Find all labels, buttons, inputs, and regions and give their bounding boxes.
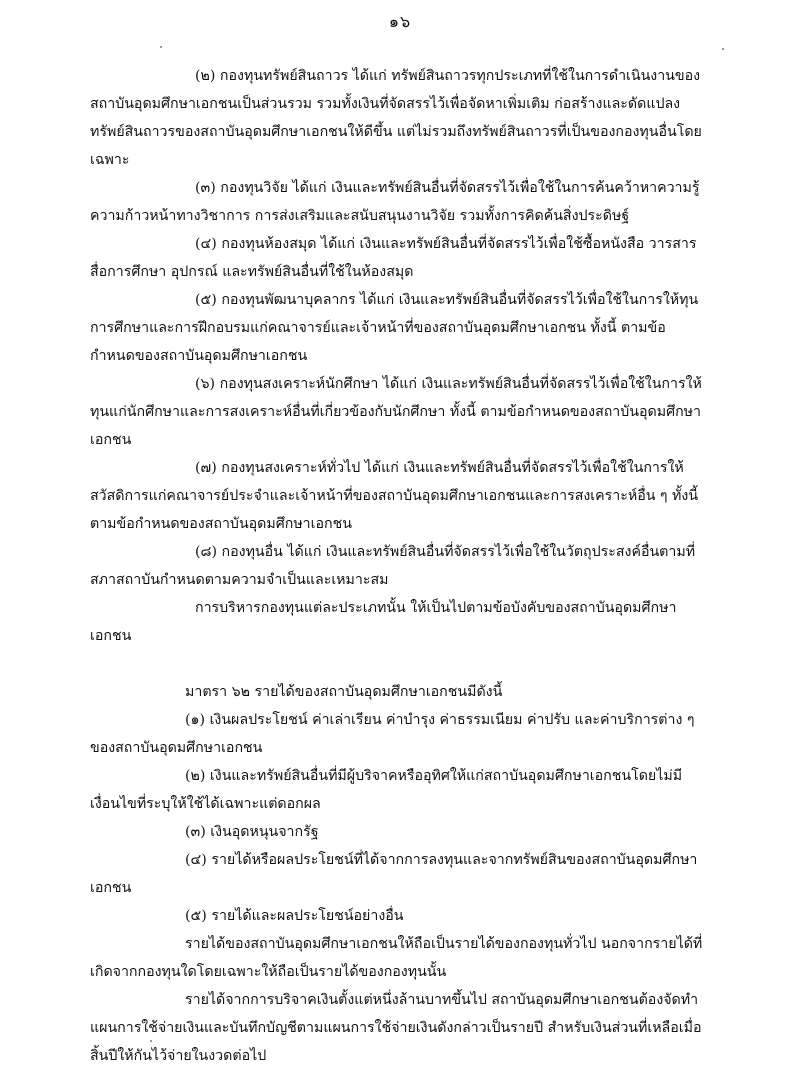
fund-paragraph-3: (๓) กองทุนวิจัย ได้แก่ เงินและทรัพย์สินอื่นที่จัดสรรไว้เพื่อใช้ในการค้นคว้าหาความรู้ความก้าวหน้าทางวิชาการ การส่งเสริมและสนับสนุนงานวิจัย รวมทั้งการคิดค้นสิ่งประดิษฐ์ — [90, 180, 700, 224]
fund-paragraph-6: (๖) กองทุนสงเคราะห์นักศึกษา ได้แก่ เงินและทรัพย์สินอื่นที่จัดสรรไว้เพื่อใช้ในการให้ทุนแก่นักศึกษาและการสงเคราะห์อื่นที่เกี่ยวข้องกับนักศึกษา ทั้งนี้ ตามข้อกำหนดของสถาบันอุดมศึกษาเอกชน — [90, 376, 702, 448]
fund-paragraph-5: (๕) กองทุนพัฒนาบุคลากร ได้แก่ เงินและทรัพย์สินอื่นที่จัดสรรไว้เพื่อใช้ในการให้ทุนการศึกษาและการฝึกอบรมแก่คณาจารย์และเจ้าหน้าที่ของสถาบันอุดมศึกษาเอกชน ทั้งนี้ ตามข้อกำหนดของสถาบันอุดมศึกษาเอกชน — [90, 292, 699, 364]
document-body — [90, 62, 705, 1070]
fund-paragraph-4: (๔) กองทุนห้องสมุด ได้แก่ เงินและทรัพย์สินอื่นที่จัดสรรไว้เพื่อใช้ซื้อหนังสือ วารสาร สื่อการศึกษา อุปกรณ์ และทรัพย์สินอื่นที่ใช้ในห้องสมุด — [90, 236, 697, 280]
income-item-5: (๕) รายได้และผลประโยชน์อย่างอื่น — [185, 908, 404, 924]
income-item-1: (๑) เงินผลประโยชน์ ค่าเล่าเรียน ค่าบำรุง ค่าธรรมเนียม ค่าปรับ และค่าบริการต่าง ๆ ของสถาบันอุดมศึกษาเอกชน — [90, 712, 695, 756]
income-item-4: (๔) รายได้หรือผลประโยชน์ที่ได้จากการลงทุนและจากทรัพย์สินของสถาบันอุดมศึกษาเอกชน — [90, 852, 698, 896]
income-closing-paragraph-2: รายได้จากการบริจาคเงินตั้งแต่หนึ่งล้านบาทขึ้นไป สถาบันอุดมศึกษาเอกชนต้องจัดทำแผนการใช้จ่ายเงินและบันทึกบัญชีตามแผนการใช้จ่ายเงินดังกล่าวเป็นรายปี สำหรับเงินส่วนที่เหลือเมื่อสิ้นปีให้กันไว้จ่ายในงวดต่อไป — [90, 992, 702, 1064]
fund-paragraph-7: (๗) กองทุนสงเคราะห์ทั่วไป ได้แก่ เงินและทรัพย์สินอื่นที่จัดสรรไว้เพื่อใช้ในการให้สวัสดิการแก่คณาจารย์ประจำและเจ้าหน้าที่ของสถาบันอุดมศึกษาเอกชนและการสงเคราะห์อื่น ๆ ทั้งนี้ ตามข้อกำหนดของสถาบันอุดมศึกษาเอกชน — [90, 460, 699, 532]
fund-administration-paragraph: การบริหารกองทุนแต่ละประเภทนั้น ให้เป็นไปตามข้อบังคับของสถาบันอุดมศึกษาเอกชน — [90, 600, 677, 644]
fund-paragraph-2: (๒) กองทุนทรัพย์สินถาวร ได้แก่ ทรัพย์สินถาวรทุกประเภทที่ใช้ในการดำเนินงานของสถาบันอุดมศึกษาเอกชนเป็นส่วนรวม รวมทั้งเงินที่จัดสรรไว้เพื่อจัดหาเพิ่มเติม ก่อสร้างและดัดแปลงทรัพย์สินถาวรของสถาบันอุดมศึกษาเอกชนให้ดีขึ้น แต่ไม่รวมถึงทรัพย์สินถาวรที่เป็นของกองทุนอื่นโดยเฉพาะ — [90, 68, 702, 168]
section-spacer — [90, 650, 705, 678]
section-62-heading: มาตรา ๖๒ รายได้ของสถาบันอุดมศึกษาเอกชนมีดังนี้ — [185, 684, 503, 700]
page-number: ๑๖ — [388, 12, 412, 31]
income-closing-paragraph-1: รายได้ของสถาบันอุดมศึกษาเอกชนให้ถือเป็นรายได้ของกองทุนทั่วไป นอกจากรายได้ที่เกิดจากกองทุนใดโดยเฉพาะให้ถือเป็นรายได้ของกองทุนนั้น — [90, 936, 703, 980]
income-item-2: (๒) เงินและทรัพย์สินอื่นที่มีผู้บริจาคหรืออุทิศให้แก่สถาบันอุดมศึกษาเอกชนโดยไม่มีเงื่อนไขที่ระบุให้ใช้ได้เฉพาะแต่ดอกผล — [90, 768, 683, 812]
fund-paragraph-8: (๘) กองทุนอื่น ได้แก่ เงินและทรัพย์สินอื่นที่จัดสรรไว้เพื่อใช้ในวัตถุประสงค์อื่นตามที่สภาสถาบันกำหนดตามความจำเป็นและเหมาะสม — [90, 544, 696, 588]
scan-speck — [160, 46, 162, 48]
income-item-3: (๓) เงินอุดหนุนจากรัฐ — [185, 824, 319, 840]
scan-speck — [722, 48, 724, 50]
